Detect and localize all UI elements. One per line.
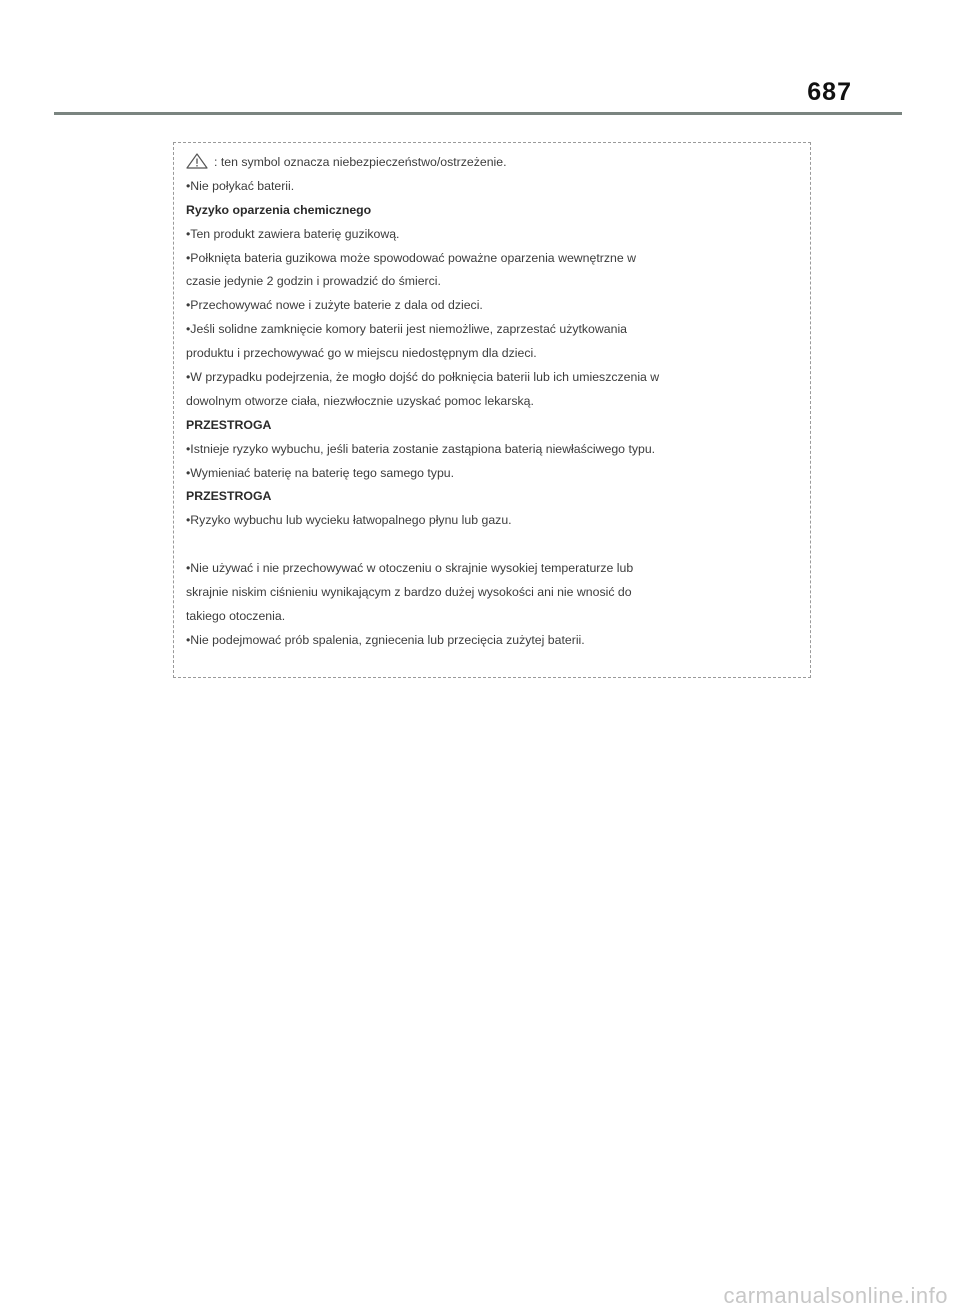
notice-text-line: •W przypadku podejrzenia, że mogło dojść do połknięcia baterii lub ich umieszczenia w <box>186 370 660 385</box>
notice-blank-line <box>186 533 800 557</box>
notice-text-line: •Wymieniać baterię na baterię tego samego typu. <box>186 465 455 480</box>
notice-text-line: •Ten produkt zawiera baterię guzikową. <box>186 226 400 241</box>
notice-text-line: •Nie połykać baterii. <box>186 178 295 193</box>
notice-text-line: •Istnieje ryzyko wybuchu, jeśli bateria zostanie zastąpiona baterią niewłaściwego typu. <box>186 441 656 456</box>
notice-text-line: takiego otoczenia. <box>186 608 286 623</box>
notice-text-line: •Połknięta bateria guzikowa może spowodować poważne oparzenia wewnętrzne w <box>186 250 636 265</box>
notice-text-line: produktu i przechowywać go w miejscu niedostępnym dla dzieci. <box>186 346 537 361</box>
symbol-legend-text: : ten symbol oznacza niebezpieczeństwo/ostrzeżenie. <box>214 155 507 169</box>
notice-text-line: czasie jedynie 2 godzin i prowadzić do śmierci. <box>186 274 441 289</box>
notice-body <box>186 175 800 653</box>
notice-heading: Ryzyko oparzenia chemicznego <box>186 202 372 217</box>
symbol-legend-line <box>186 151 800 175</box>
warning-notice-box <box>173 142 811 678</box>
header-rule <box>54 112 902 115</box>
notice-text-line: skrajnie niskim ciśnieniu wynikającym z bardzo dużej wysokości ani nie wnosić do <box>186 585 632 600</box>
page-number: 687 <box>807 78 852 106</box>
notice-text-line: •Nie używać i nie przechowywać w otoczeniu o skrajnie wysokiej temperaturze lub <box>186 561 634 576</box>
notice-text-line: •Ryzyko wybuchu lub wycieku łatwopalnego płynu lub gazu. <box>186 513 512 528</box>
notice-lines <box>186 151 800 653</box>
notice-heading: PRZESTROGA <box>186 417 272 432</box>
warning-triangle-icon <box>186 153 208 169</box>
watermark: carmanualsonline.info <box>723 1283 948 1308</box>
notice-text-line: dowolnym otworze ciała, niezwłocznie uzyskać pomoc lekarską. <box>186 393 534 408</box>
notice-heading: PRZESTROGA <box>186 489 272 504</box>
notice-text-line: •Nie podejmować prób spalenia, zgniecenia lub przecięcia zużytej baterii. <box>186 632 585 647</box>
notice-text-line: •Przechowywać nowe i zużyte baterie z dala od dzieci. <box>186 298 483 313</box>
notice-text-line: •Jeśli solidne zamknięcie komory baterii jest niemożliwe, zaprzestać użytkowania <box>186 322 628 337</box>
